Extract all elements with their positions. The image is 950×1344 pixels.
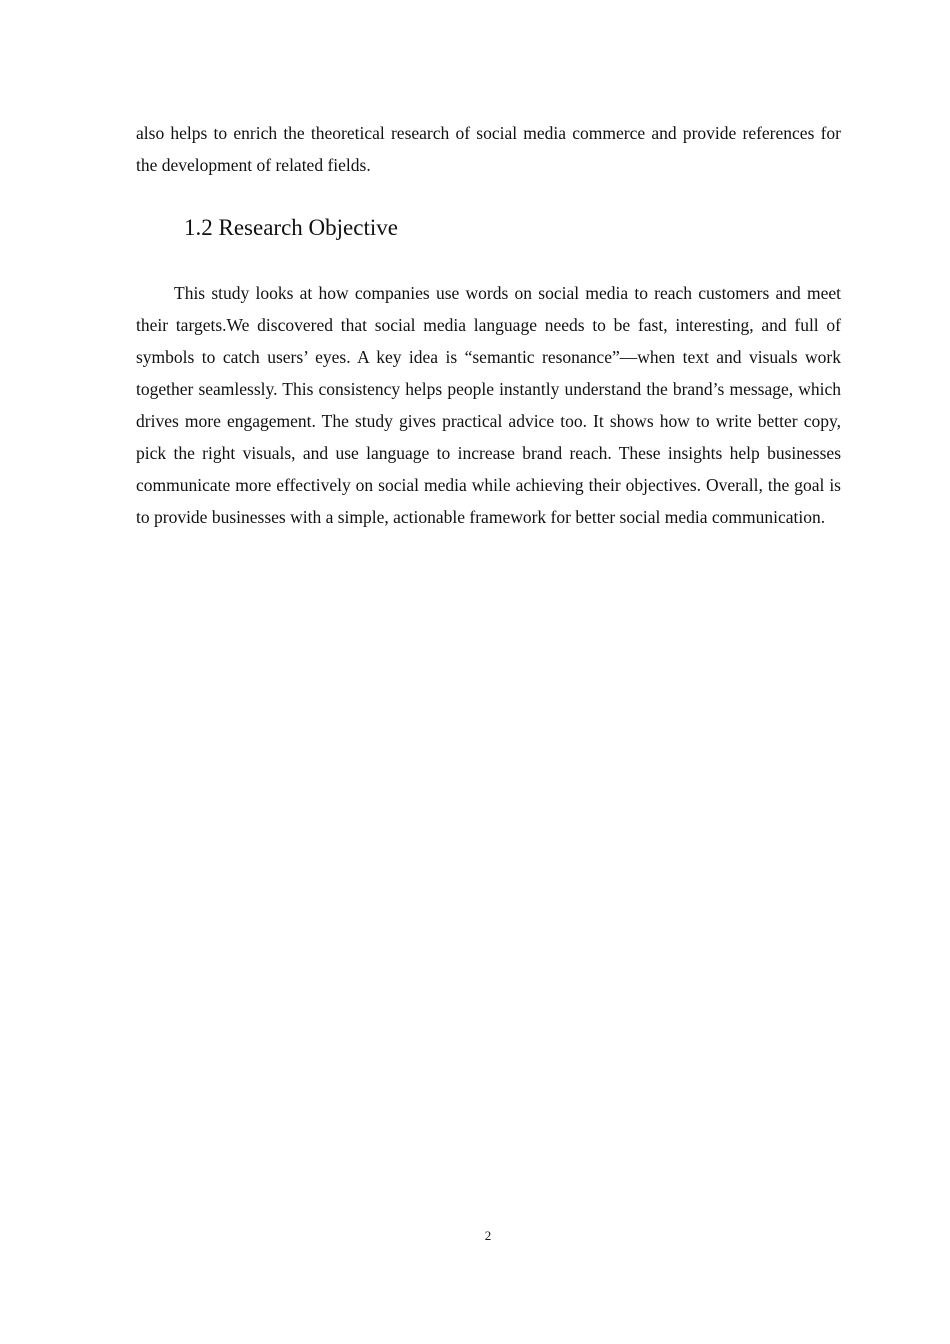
page-number: 2 bbox=[484, 1228, 492, 1243]
continued-paragraph: also helps to enrich the theoretical research of social media commerce and provide references for the development of related fields. bbox=[136, 123, 841, 175]
objective-paragraph: This study looks at how companies use words on social media to reach customers and meet their targets.We discovered that social media language needs to be fast, interesting, and full of symbols to catch users’ eyes. A key idea is “semantic resonance”—when text and visuals work together seamlessly. This consistency helps people instantly understand the brand’s message, which drives more engagement. The study gives practical advice too. It shows how to write better copy, pick the right visuals, and use language to increase brand reach. These insights help businesses communicate more effectively on social media while achieving their objectives. Overall, the goal is to provide businesses with a simple, actionable framework for better social media communication. bbox=[136, 283, 841, 527]
section-heading: 1.2 Research Objective bbox=[184, 215, 398, 240]
objective-paragraph-block bbox=[136, 277, 841, 533]
continued-paragraph-block bbox=[136, 117, 841, 181]
